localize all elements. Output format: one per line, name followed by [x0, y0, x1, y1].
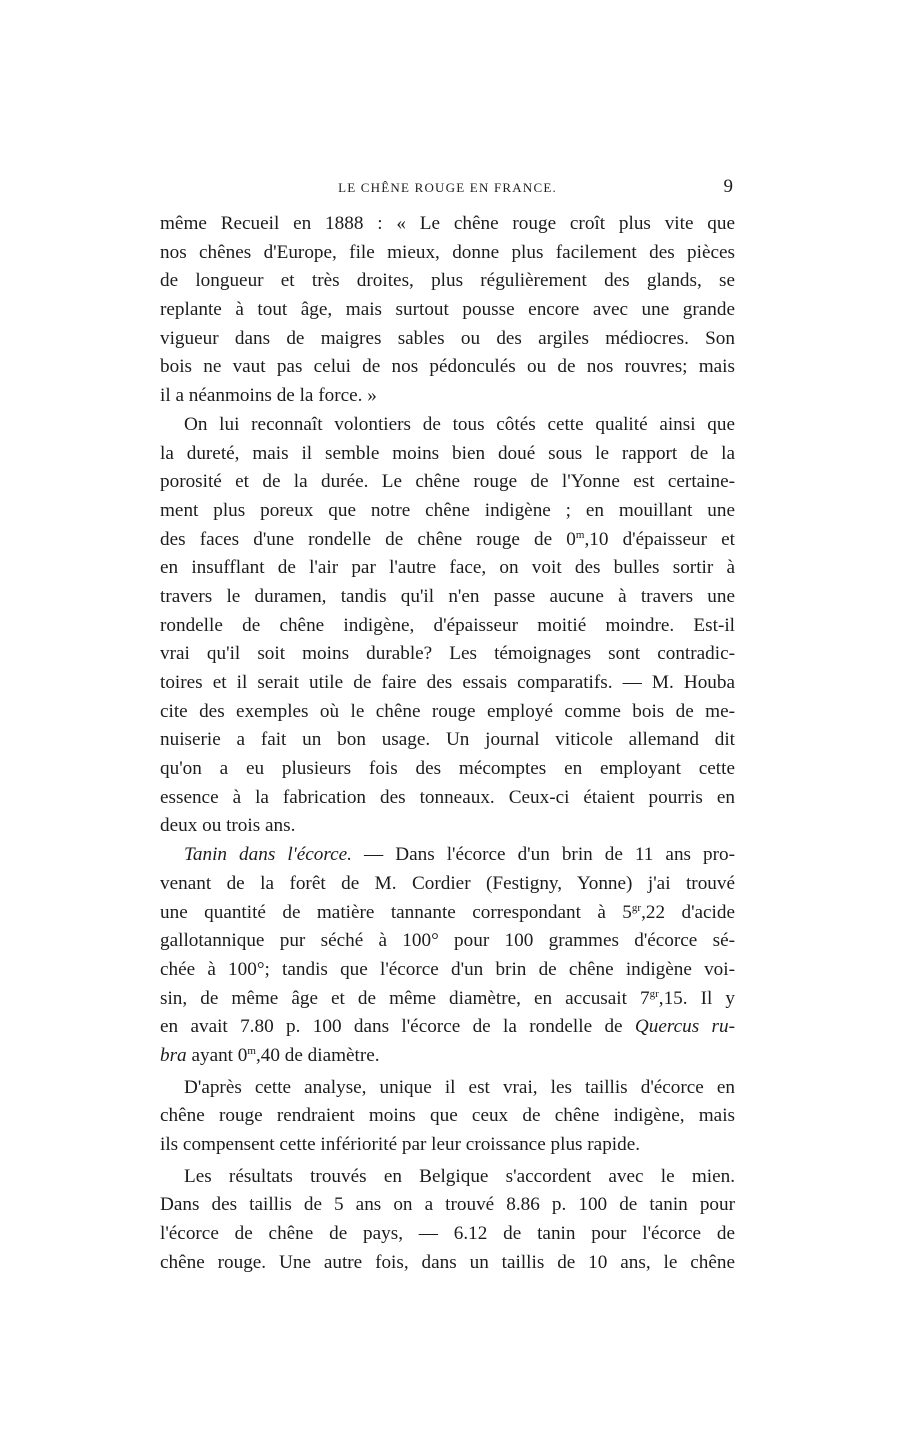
text-line: [160, 1042, 735, 1071]
text-line: ment plus poreux que notre chêne indigène ; en mouillant une: [160, 499, 735, 521]
text-line: qu'on a eu plusieurs fois des mécomptes en employant cette: [160, 758, 735, 780]
body-text: [160, 210, 735, 1277]
running-head: [160, 176, 735, 200]
text-line: nuiserie a fait un bon usage. Un journal viticole allemand dit: [160, 729, 735, 751]
text-line: cite des exemples où le chêne rouge employé comme bois de me-: [160, 700, 735, 722]
species-name-italic: bra: [160, 1044, 187, 1066]
text-line: D'après cette analyse, unique il est vrai, les taillis d'écorce en: [184, 1076, 735, 1098]
text-line: même Recueil en 1888 : « Le chêne rouge croît plus vite que: [160, 213, 735, 234]
text-line: vrai qu'il soit moins durable? Les témoignages sont contradic-: [160, 643, 735, 665]
text-line: On lui reconnaît volontiers de tous côtés cette qualité ainsi que: [184, 413, 735, 435]
text-fragment: ayant 0$^m$,40 de diamètre.: [191, 1044, 380, 1066]
text-line: travers le duramen, tandis qu'il n'en passe aucune à travers une: [160, 585, 735, 607]
text-fragment: — Dans l'écorce d'un brin de 11 ans pro-: [351, 844, 735, 866]
text-line: en insufflant de l'air par l'autre face, on voit des bulles sortir à: [160, 557, 735, 579]
text-line: sin, de même âge et de même diamètre, en accusait $7^{gr},15$. Il y: [160, 987, 735, 1009]
text-line: des faces d'une rondelle de chêne rouge de 0$^m$,10 d'épaisseur et: [160, 528, 735, 550]
text-line: l'écorce de chêne de pays, — 6.12 de tanin pour l'écorce de: [160, 1223, 735, 1245]
text-line: essence à la fabrication des tonneaux. Ceux-ci étaient pourris en: [160, 786, 735, 808]
text-line: [160, 1013, 735, 1042]
text-line: deux ou trois ans.: [160, 815, 296, 837]
text-line: porosité et de la durée. Le chêne rouge de l'Yonne est certaine-: [160, 471, 735, 493]
text-line: ils compensent cette infériorité par leur croissance plus rapide.: [160, 1134, 641, 1155]
running-title: LE CHÊNE ROUGE EN FRANCE.: [338, 180, 557, 195]
text-line: bois ne vaut pas celui de nos pédonculés ou de nos rouvres; mais: [160, 356, 735, 378]
text-line: replante à tout âge, mais surtout pousse encore avec une grande: [160, 299, 735, 321]
text-line: chée à 100°; tandis que l'écorce d'un brin de chêne indigène voi-: [160, 958, 735, 980]
section-lead-italic: Tanin dans l'écorce.: [184, 844, 352, 866]
species-name-italic: Quercus ru-: [634, 1016, 736, 1038]
text-line: la dureté, mais il semble moins bien doué sous le rapport de la: [160, 442, 735, 464]
text-fragment: en avait 7.80 p. 100 dans l'écorce de la rondelle de: [160, 1016, 635, 1038]
page-number: 9: [723, 176, 733, 197]
text-line: chêne rouge rendraient moins que ceux de chêne indigène, mais: [160, 1105, 735, 1127]
text-line: venant de la forêt de M. Cordier (Festigny, Yonne) j'ai trouvé: [160, 872, 735, 894]
text-line: de longueur et très droites, plus régulièrement des glands, se: [160, 270, 735, 292]
text-line: Les résultats trouvés en Belgique s'accordent avec le mien.: [184, 1165, 735, 1187]
text-line: vigueur dans de maigres sables ou des argiles médiocres. Son: [160, 327, 735, 349]
text-line: gallotannique pur séché à 100° pour 100 grammes d'écorce sé-: [160, 930, 735, 952]
text-line: Dans des taillis de 5 ans on a trouvé 8.86 p. 100 de tanin pour: [160, 1194, 735, 1216]
text-line: il a néanmoins de la force. »: [160, 385, 377, 407]
text-line: chêne rouge. Une autre fois, dans un taillis de 10 ans, le chêne: [160, 1251, 735, 1273]
text-line: toires et il serait utile de faire des essais comparatifs. — M. Houba: [160, 672, 735, 693]
text-line: une quantité de matière tannante correspondant à $5^{gr},22$ d'acide: [160, 901, 735, 923]
text-line: nos chênes d'Europe, file mieux, donne plus facilement des pièces: [160, 241, 735, 263]
text-line: rondelle de chêne indigène, d'épaisseur moitié moindre. Est-il: [160, 614, 735, 636]
text-line: [160, 841, 735, 870]
